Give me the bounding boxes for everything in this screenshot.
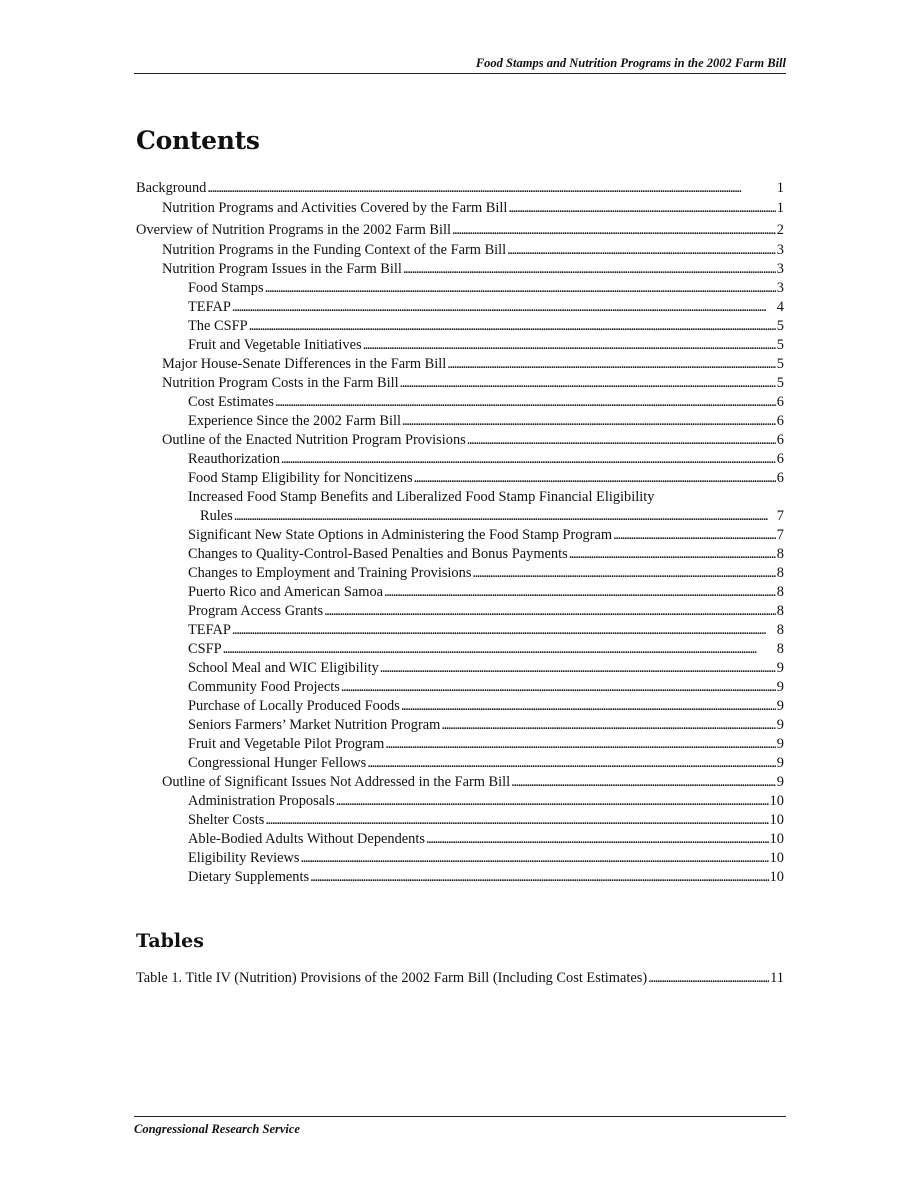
toc-entry-page: 8 [776, 546, 784, 562]
toc-entry-title: Changes to Quality-Control-Based Penalties and Bonus Payments [188, 546, 568, 562]
dot-leader [508, 199, 775, 218]
toc-entry-page: 9 [776, 774, 784, 790]
toc-entry-page: 1 [776, 200, 784, 216]
toc-entry-title: Food Stamp Eligibility for Noncitizens [188, 470, 413, 486]
toc-entry[interactable] [136, 431, 784, 450]
toc-entry-page: 5 [776, 337, 784, 353]
dot-leader [249, 317, 776, 336]
toc-entry-title: Nutrition Program Costs in the Farm Bill [162, 375, 399, 391]
toc-entry-title: Overview of Nutrition Programs in the 2002 Farm Bill [136, 222, 451, 238]
dot-leader [275, 393, 776, 412]
toc-entry-page: 11 [770, 970, 784, 986]
dot-leader [207, 177, 775, 199]
toc-entry-title: Purchase of Locally Produced Foods [188, 698, 400, 714]
toc-entry[interactable] [136, 412, 784, 431]
dot-leader [467, 431, 776, 450]
toc-entry[interactable] [136, 298, 784, 317]
toc-entry-page: 2 [776, 222, 784, 238]
toc-entry-title: Nutrition Program Issues in the Farm Bill [162, 261, 402, 277]
footer-publisher: Congressional Research Service [134, 1122, 300, 1136]
toc-entry-title: Congressional Hunger Fellows [188, 755, 367, 771]
toc-entry-title: Table 1. Title IV (Nutrition) Provisions of the 2002 Farm Bill (Including Cost Estimates) [136, 970, 648, 986]
toc-entry-title: Nutrition Programs in the Funding Context of the Farm Bill [162, 242, 507, 258]
toc-entry-page: 10 [769, 869, 784, 885]
contents-heading: Contents [136, 126, 260, 155]
toc-entry-page: 10 [769, 850, 784, 866]
toc-entry[interactable] [136, 716, 784, 735]
toc-entry-title: Significant New State Options in Administering the Food Stamp Program [188, 527, 613, 543]
running-header [134, 56, 786, 74]
dot-leader [400, 374, 776, 393]
dot-leader [341, 678, 776, 697]
toc-entry-title: Changes to Employment and Training Provisions [188, 565, 472, 581]
toc-entry-title: Background [136, 180, 207, 196]
toc-entry-page: 10 [769, 793, 784, 809]
toc-entry[interactable] [136, 507, 784, 526]
table-of-contents [136, 177, 784, 887]
toc-entry-page: 8 [776, 603, 784, 619]
toc-entry[interactable] [136, 849, 784, 868]
dot-leader [452, 219, 776, 241]
toc-entry-page: 9 [776, 679, 784, 695]
toc-entry-title: Fruit and Vegetable Pilot Program [188, 736, 385, 752]
toc-entry-page: 8 [776, 565, 784, 581]
page-footer [134, 1116, 786, 1137]
toc-entry[interactable] [136, 469, 784, 488]
toc-entry[interactable] [136, 526, 784, 545]
toc-entry-title: TEFAP [188, 299, 231, 315]
dot-leader [648, 967, 769, 989]
toc-entry-page: 6 [776, 470, 784, 486]
toc-entry-page: 8 [776, 622, 784, 638]
toc-entry-page: 10 [769, 812, 784, 828]
dot-leader [265, 811, 768, 830]
toc-entry-page: 1 [776, 180, 784, 196]
dot-leader [265, 279, 776, 298]
toc-entry[interactable] [136, 450, 784, 469]
toc-entry-page: 4 [776, 299, 784, 315]
toc-entry-page: 3 [776, 242, 784, 258]
toc-entry[interactable] [136, 219, 784, 241]
toc-entry[interactable] [136, 792, 784, 811]
toc-entry-page: 6 [776, 413, 784, 429]
toc-entry-page: 9 [776, 660, 784, 676]
toc-entry-title: Fruit and Vegetable Initiatives [188, 337, 362, 353]
dot-leader [367, 754, 776, 773]
toc-entry-page: 5 [776, 356, 784, 372]
toc-entry[interactable] [136, 317, 784, 336]
dot-leader [380, 659, 776, 678]
toc-entry[interactable] [136, 260, 784, 279]
toc-entry[interactable] [136, 621, 784, 640]
dot-leader [281, 450, 776, 469]
running-title: Food Stamps and Nutrition Programs in the 2002 Farm Bill [475, 56, 786, 70]
toc-entry[interactable] [136, 177, 784, 199]
toc-entry-page: 8 [776, 641, 784, 657]
toc-entry-page: 8 [776, 584, 784, 600]
dot-leader [511, 773, 776, 792]
toc-entry-title: Community Food Projects [188, 679, 340, 695]
toc-entry[interactable] [136, 374, 784, 393]
toc-entry[interactable] [136, 336, 784, 355]
toc-entry-page: 6 [776, 451, 784, 467]
toc-entry-title: Major House-Senate Differences in the Farm Bill [162, 356, 447, 372]
toc-entry-page: 3 [776, 261, 784, 277]
dot-leader [569, 545, 776, 564]
toc-entry[interactable] [136, 754, 784, 773]
dot-leader [426, 830, 769, 849]
dot-leader [223, 640, 776, 659]
toc-entry[interactable] [136, 640, 784, 659]
toc-entry[interactable] [136, 602, 784, 621]
dot-leader [324, 602, 776, 621]
toc-entry-title: Eligibility Reviews [188, 850, 300, 866]
dot-leader [402, 412, 776, 431]
dot-leader [301, 849, 769, 868]
dot-leader [472, 564, 775, 583]
toc-entry[interactable] [136, 678, 784, 697]
toc-entry-title: Reauthorization [188, 451, 280, 467]
toc-entry-page: 6 [776, 394, 784, 410]
toc-entry-title: Outline of Significant Issues Not Addressed in the Farm Bill [162, 774, 511, 790]
dot-leader [385, 735, 775, 754]
toc-entry[interactable] [136, 773, 784, 792]
table-list-entry[interactable] [136, 967, 784, 989]
toc-entry-page: 9 [776, 717, 784, 733]
toc-entry[interactable] [136, 811, 784, 830]
toc-entry-title: Food Stamps [188, 280, 264, 296]
toc-entry-page: 7 [776, 527, 784, 543]
dot-leader [414, 469, 776, 488]
toc-entry-page: 5 [776, 318, 784, 334]
toc-entry-title: School Meal and WIC Eligibility [188, 660, 379, 676]
toc-entry[interactable] [136, 868, 784, 887]
dot-leader [384, 583, 776, 602]
dot-leader [234, 507, 776, 526]
toc-entry-title: Puerto Rico and American Samoa [188, 584, 384, 600]
dot-leader [403, 260, 776, 279]
dot-leader [232, 298, 776, 317]
toc-entry-title: Experience Since the 2002 Farm Bill [188, 413, 402, 429]
dot-leader [401, 697, 776, 716]
dot-leader [310, 868, 769, 887]
toc-entry[interactable] [136, 241, 784, 260]
toc-entry[interactable] [136, 583, 784, 602]
toc-entry-title: Seniors Farmers’ Market Nutrition Program [188, 717, 441, 733]
toc-entry[interactable] [136, 697, 784, 716]
toc-entry[interactable] [136, 279, 784, 298]
toc-entry[interactable] [136, 830, 784, 849]
dot-leader [507, 241, 776, 260]
toc-entry[interactable] [136, 355, 784, 374]
toc-entry-page: 7 [776, 508, 784, 524]
toc-entry-page: 3 [776, 280, 784, 296]
dot-leader [336, 792, 769, 811]
toc-entry-title: Outline of the Enacted Nutrition Program Provisions [162, 432, 466, 448]
toc-entry-page: 9 [776, 698, 784, 714]
toc-entry-title: Shelter Costs [188, 812, 265, 828]
toc-entry-title: Cost Estimates [188, 394, 274, 410]
toc-entry-title: CSFP [188, 641, 222, 657]
toc-entry[interactable] [136, 199, 784, 218]
toc-entry[interactable] [136, 393, 784, 412]
toc-entry-page: 10 [769, 831, 784, 847]
tables-heading: Tables [136, 930, 204, 952]
toc-entry-page: 5 [776, 375, 784, 391]
list-of-tables [136, 967, 784, 989]
dot-leader [613, 526, 776, 545]
dot-leader [441, 716, 775, 735]
toc-entry-title: Program Access Grants [188, 603, 324, 619]
toc-entry[interactable] [136, 545, 784, 564]
toc-entry-title-continued: Rules [200, 508, 233, 524]
toc-entry-title: Able-Bodied Adults Without Dependents [188, 831, 425, 847]
toc-entry-title: Administration Proposals [188, 793, 335, 809]
toc-entry-title: The CSFP [188, 318, 248, 334]
toc-entry-page: 9 [776, 755, 784, 771]
toc-entry[interactable] [136, 735, 784, 754]
toc-entry-title: Dietary Supplements [188, 869, 310, 885]
toc-entry-title[interactable]: Increased Food Stamp Benefits and Liberalized Food Stamp Financial Eligibility [188, 489, 655, 505]
toc-entry-page: 9 [776, 736, 784, 752]
dot-leader [363, 336, 776, 355]
dot-leader [447, 355, 776, 374]
toc-entry[interactable] [136, 564, 784, 583]
dot-leader [232, 621, 776, 640]
toc-entry[interactable] [136, 659, 784, 678]
toc-entry-page: 6 [776, 432, 784, 448]
toc-entry-title: Nutrition Programs and Activities Covered by the Farm Bill [162, 200, 508, 216]
toc-entry-title: TEFAP [188, 622, 231, 638]
